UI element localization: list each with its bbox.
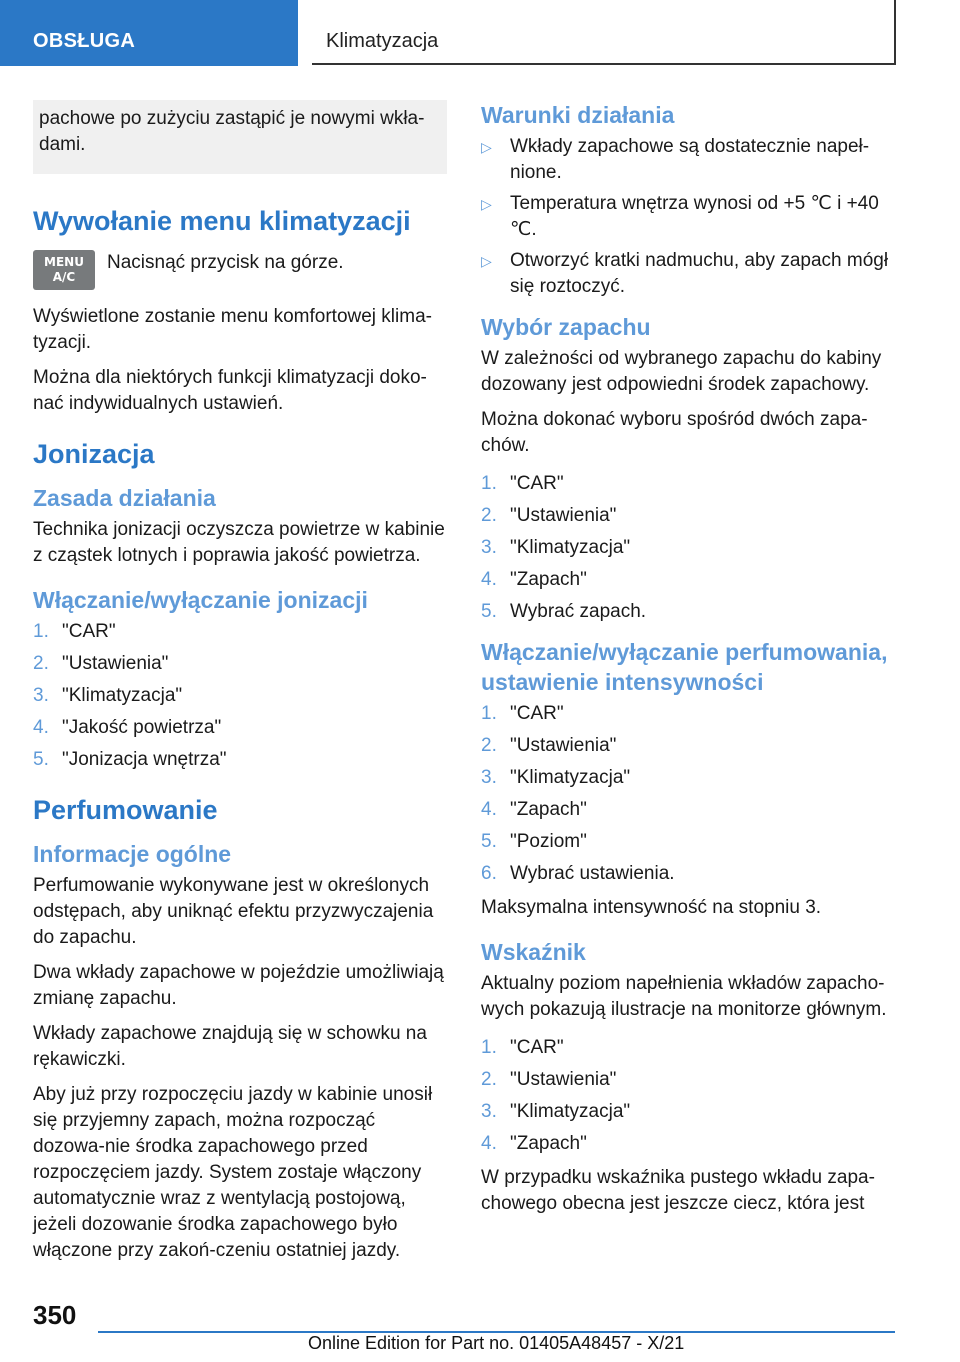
chapter-title: Klimatyzacja — [312, 0, 896, 65]
heading-wlaczanie-perfumowania: Włączanie/wyłączanie perfumowania, ustawienie intensywności — [481, 639, 888, 695]
page-number: 350 — [33, 1300, 77, 1330]
triangle-bullet-icon: ▷ — [481, 139, 492, 155]
triangle-bullet-icon: ▷ — [481, 253, 492, 269]
list-item: 3. "Klimatyzacja" — [33, 685, 183, 706]
steps-wybor-zapachu — [481, 471, 891, 625]
paragraph: Można dla niektórych funkcji klimatyzacji doko-nać indywidualnych ustawień. — [33, 367, 427, 414]
triangle-bullet-icon: ▷ — [481, 196, 492, 212]
heading-warunki-dzialania: Warunki działania — [481, 102, 675, 128]
steps-jonizacja — [33, 619, 447, 773]
list-item: 1. "CAR" — [481, 703, 564, 724]
heading-wlaczanie-jonizacji: Włączanie/wyłączanie jonizacji — [33, 587, 368, 613]
right-column — [481, 100, 891, 1226]
list-item: 3. "Klimatyzacja" — [481, 537, 631, 558]
paragraph: Technika jonizacji oczyszcza powietrze w kabinie z cząstek lotnych i poprawia jakość powietrza. — [33, 519, 445, 566]
menu-instruction: Nacisnąć przycisk na górze. — [107, 252, 344, 273]
list-item: 4. "Jakość powietrza" — [33, 717, 222, 738]
list-item: 2. "Ustawienia" — [481, 505, 617, 526]
heading-wybor-zapachu: Wybór zapachu — [481, 314, 651, 340]
heading-informacje-ogolne: Informacje ogólne — [33, 841, 232, 867]
heading-wskaznik: Wskaźnik — [481, 939, 586, 965]
list-item: 1. "CAR" — [481, 1037, 564, 1058]
footer-edition: Online Edition for Part no. 01405A48457 - X/21 — [308, 1333, 685, 1353]
list-item: 5. "Poziom" — [481, 831, 587, 852]
heading-jonizacja: Jonizacja — [33, 439, 155, 469]
conditions-list — [481, 134, 891, 300]
list-item: 2. "Ustawienia" — [481, 735, 617, 756]
paragraph: Wyświetlone zostanie menu komfortowej klima-tyzacji. — [33, 306, 432, 353]
heading-perfumowanie: Perfumowanie — [33, 795, 218, 825]
list-item: 3. "Klimatyzacja" — [481, 1101, 631, 1122]
paragraph: Wkłady zapachowe znajdują się w schowku na rękawiczki. — [33, 1023, 427, 1070]
paragraph: W zależności od wybranego zapachu do kabiny dozowany jest odpowiedni środek zapachowy. — [481, 348, 882, 395]
list-item: 6. Wybrać ustawienia. — [481, 863, 675, 884]
list-item: 4. "Zapach" — [481, 1133, 587, 1154]
list-item: ▷ Temperatura wnętrza wynosi od +5 ℃ i +40 ℃. — [481, 191, 891, 243]
list-item: 2. "Ustawienia" — [481, 1069, 617, 1090]
section-tab: OBSŁUGA — [0, 0, 298, 66]
note-box — [33, 100, 447, 174]
menu-ac-button-icon: MENU A/C — [33, 250, 95, 290]
list-item: 3. "Klimatyzacja" — [481, 767, 631, 788]
note-text: pachowe po zużyciu zastąpić je nowymi wkła-dami. — [39, 108, 425, 155]
paragraph: W przypadku wskaźnika pustego wkładu zapa-chowego obecna jest jeszcze ciecz, która jest — [481, 1167, 875, 1214]
heading-zasada-dzialania: Zasada działania — [33, 485, 216, 511]
menu-instruction-row — [33, 250, 447, 290]
list-item: ▷ Wkłady zapachowe są dostatecznie napeł-nione. — [481, 134, 891, 186]
steps-wskaznik — [481, 1035, 891, 1157]
list-item: ▷ Otworzyć kratki nadmuchu, aby zapach mógł się roztoczyć. — [481, 248, 891, 300]
left-column — [33, 100, 447, 1273]
paragraph: Można dokonać wyboru spośród dwóch zapa-chów. — [481, 409, 868, 456]
list-item: 4. "Zapach" — [481, 569, 587, 590]
paragraph: Perfumowanie wykonywane jest w określonych odstępach, aby uniknąć efektu przyzwyczajenia do zapachu. — [33, 875, 434, 948]
list-item: 1. "CAR" — [33, 621, 116, 642]
list-item: 2. "Ustawienia" — [33, 653, 169, 674]
heading-menu-klimatyzacji: Wywołanie menu klimatyzacji — [33, 206, 411, 236]
paragraph: Aktualny poziom napełnienia wkładów zapacho-wych pokazują ilustracje na monitorze głównym. — [481, 973, 887, 1020]
list-item: 1. "CAR" — [481, 473, 564, 494]
list-item: 5. Wybrać zapach. — [481, 601, 647, 622]
list-item: 5. "Jonizacja wnętrza" — [33, 749, 227, 770]
steps-perfumowanie — [481, 701, 891, 887]
paragraph: Aby już przy rozpoczęciu jazdy w kabinie unosił się przyjemny zapach, można rozpocząć dozowa-nie środka zapachowego przed rozpoczęciem jazdy. System zostaje włączony automatycznie wraz z wentylacją postojową, jeżeli dozowanie środka zapachowego było włączone przy zakoń-czeniu ostatniej jazdy. — [33, 1084, 433, 1261]
paragraph: Dwa wkłady zapachowe w pojeździe umożliwiają zmianę zapachu. — [33, 962, 444, 1009]
paragraph: Maksymalna intensywność na stopniu 3. — [481, 897, 822, 918]
list-item: 4. "Zapach" — [481, 799, 587, 820]
